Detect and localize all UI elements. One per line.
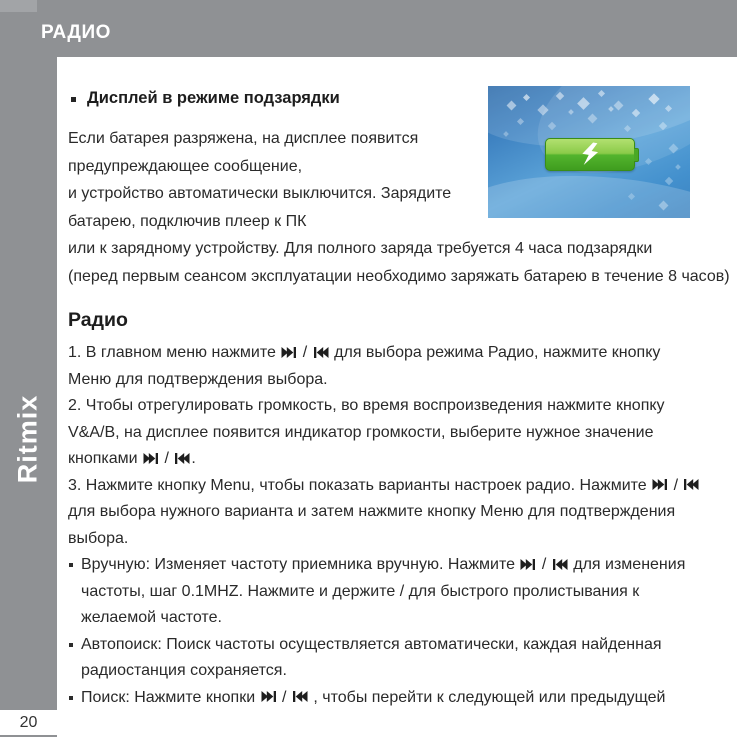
- text-segment: Меню для подтверждения выбора.: [68, 370, 328, 388]
- text-segment: для выбора режима Радио, нажмите кнопку: [329, 344, 661, 361]
- text-segment: 2. Чтобы отрегулировать громкость, во время воспроизведения нажмите кнопку: [68, 397, 665, 414]
- skip-next-icon: [143, 453, 159, 464]
- bullet-text: [81, 685, 665, 712]
- skip-prev-icon: [313, 347, 329, 358]
- text-segment: 3. Нажмите кнопку Menu, чтобы показать варианты настроек радио. Нажмите: [68, 476, 652, 494]
- text-segment: батарею, подключив плеер к ПК: [68, 212, 307, 230]
- text-line: [68, 367, 723, 394]
- text-segment: и устройство автоматически выключится. Зарядите: [68, 185, 452, 202]
- text-segment: /: [298, 344, 312, 361]
- square-bullet-icon: [69, 643, 73, 647]
- skip-prev-icon: [683, 479, 699, 490]
- square-bullet-icon: [69, 563, 73, 567]
- radio-bullet-seek: [68, 685, 723, 712]
- text-line: [68, 235, 723, 263]
- skip-prev-icon: [292, 691, 308, 702]
- text-segment: , чтобы перейти к следующей или предыдущей: [308, 688, 666, 706]
- text-segment: 1. В главном меню нажмите: [68, 344, 281, 361]
- skip-next-icon: [652, 479, 668, 490]
- battery-terminal: [634, 148, 639, 162]
- text-segment: Если батарея разряжена, на дисплее появится: [68, 130, 419, 147]
- text-segment: предупреждающее сообщение,: [68, 157, 303, 175]
- text-segment: /: [160, 450, 174, 467]
- text-segment: .: [191, 450, 196, 467]
- text-segment: для изменения: [568, 556, 686, 573]
- text-line: [68, 526, 723, 553]
- text-segment: (перед первым сеансом эксплуатации необходимо заряжать батарею в течение 8 часов): [68, 267, 730, 285]
- page-number-band: [0, 710, 57, 735]
- skip-next-icon: [281, 347, 297, 358]
- text-segment: кнопками: [68, 450, 143, 467]
- skip-next-icon: [261, 691, 277, 702]
- sidebar: [0, 57, 57, 737]
- radio-section-heading: Радио: [68, 309, 128, 331]
- charging-screen-image: [488, 86, 690, 218]
- text-line: [68, 340, 723, 367]
- confetti-square: [675, 164, 681, 170]
- text-line: [81, 658, 662, 685]
- text-segment: Вручную: Изменяет частоту приемника вручную. Нажмите: [81, 556, 520, 573]
- text-segment: V&A/B, на дисплее появится индикатор громкости, выберите нужное значение: [68, 423, 654, 441]
- text-line: [68, 499, 723, 526]
- page-header-bar: [0, 0, 737, 57]
- text-segment: выбора.: [68, 529, 129, 547]
- text-segment: радиостанция сохраняется.: [81, 662, 287, 679]
- radio-step-3: [68, 473, 723, 553]
- text-segment: Автопоиск: Поиск частоты осуществляется автоматически, каждая найденная: [81, 635, 662, 653]
- text-line: [68, 473, 723, 500]
- radio-bullet-autoscan: [68, 632, 723, 685]
- bullet-text: [81, 632, 662, 685]
- text-line: [81, 552, 685, 579]
- text-line: [81, 579, 685, 606]
- confetti-square: [665, 177, 673, 185]
- radio-step-2: [68, 393, 723, 473]
- text-segment: /: [277, 688, 291, 706]
- page-number: 20: [19, 713, 38, 731]
- text-segment: Поиск: Нажмите кнопки: [81, 688, 260, 706]
- lightning-bolt-icon: [575, 139, 605, 169]
- skip-prev-icon: [552, 559, 568, 570]
- text-segment: /: [537, 556, 551, 573]
- text-segment: /: [669, 476, 683, 494]
- text-line: [81, 685, 665, 712]
- header-corner-accent: [0, 0, 37, 12]
- skip-prev-icon: [174, 453, 190, 464]
- radio-bullet-manual: [68, 552, 723, 632]
- ritmix-logo: Ritmix: [12, 394, 43, 484]
- square-bullet-icon: [69, 696, 73, 700]
- text-segment: или к зарядному устройству. Для полного заряда требуется 4 часа подзарядки: [68, 240, 653, 257]
- text-segment: частоты, шаг 0.1MHZ. Нажмите и держите / для быстрого пролистывания к: [81, 582, 640, 600]
- text-line: [68, 446, 723, 473]
- skip-next-icon: [520, 559, 536, 570]
- square-bullet-icon: [71, 97, 76, 102]
- radio-step-1: [68, 340, 723, 393]
- charging-heading-text: Дисплей в режиме подзарядки: [87, 89, 340, 107]
- text-line: [81, 632, 662, 659]
- text-line: [68, 420, 723, 447]
- charging-battery-icon: [545, 138, 635, 171]
- text-segment: желаемой частоте.: [81, 609, 222, 626]
- page-title: РАДИО: [41, 22, 111, 43]
- text-line: [68, 263, 730, 291]
- bullet-text: [81, 552, 685, 632]
- text-line: [68, 393, 723, 420]
- text-segment: для выбора нужного варианта и затем нажмите кнопку Меню для подтверждения: [68, 503, 676, 520]
- text-line: [81, 605, 685, 632]
